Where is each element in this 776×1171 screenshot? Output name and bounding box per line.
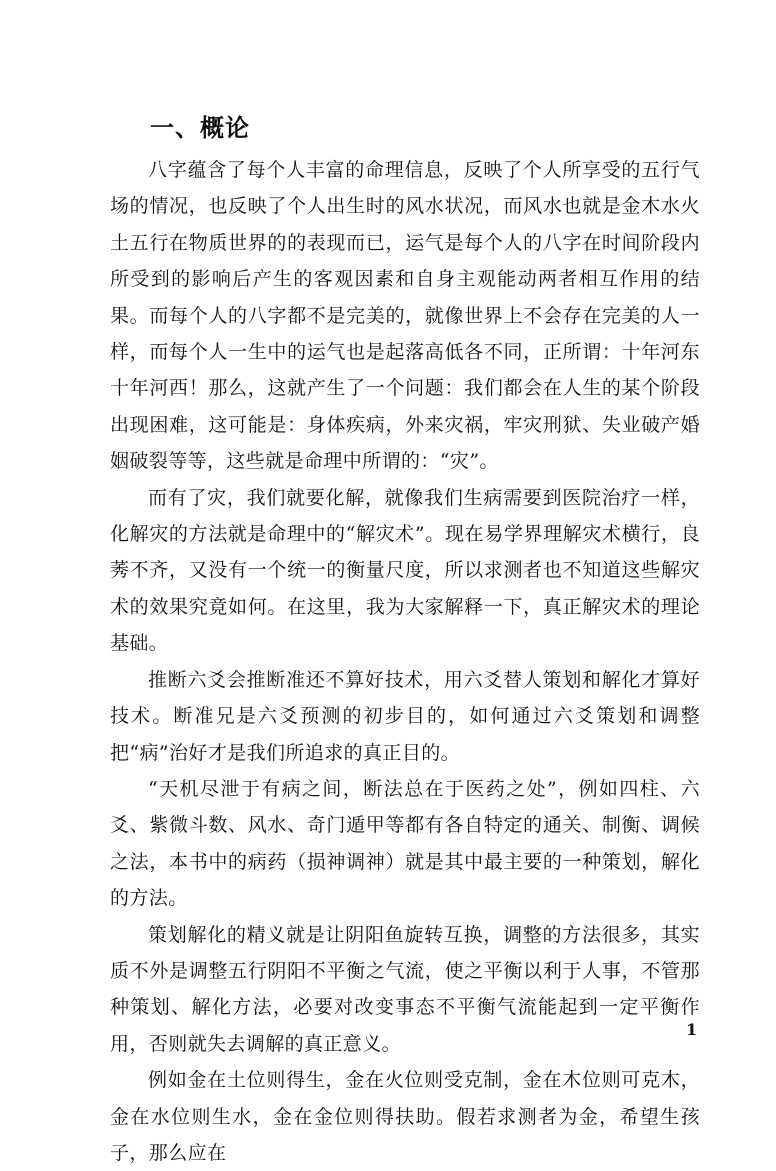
paragraph: “天机尽泄于有病之间，断法总在于医药之处”，例如四柱、六爻、紫微斗数、风水、奇门遁甲等都有各自特定的通关、制衡、调候之法，本书中的病药（损神调神）就是其中最主要的一种策划，解化的方法。: [110, 777, 700, 910]
paragraph: 而有了灾，我们就要化解，就像我们生病需要到医院治疗一样，化解灾的方法就是命理中的“解灾术”。现在易学界理解灾术横行，良莠不齐，又没有一个统一的衡量尺度，所以求测者也不知道这些解灾术的效果究竟如何。在这里，我为大家解释一下，真正解灾术的理论基础。: [110, 486, 700, 655]
paragraph: 策划解化的精义就是让阴阳鱼旋转互换，调整的方法很多，其实质不外是调整五行阴阳不平衡之气流，使之平衡以利于人事，不管那种策划、解化方法，必要对改变事态不平衡气流能起到一定平衡作用，否则就失去调解的真正意义。: [110, 923, 700, 1055]
body-text: [110, 152, 700, 1171]
page-number: 1: [686, 1020, 698, 1039]
paragraph: 八字蕴含了每个人丰富的命理信息，反映了个人所享受的五行气场的情况，也反映了个人出生时的风水状况，而风水也就是金木水火土五行在物质世界的的表现而已，运气是每个人的八字在时间阶段内所受到的影响后产生的客观因素和自身主观能动两者相互作用的结果。而每个人的八字都不是完美的，就像世界上不会存在完美的人一样，而每个人一生中的运气也是起落高低各不同，正所谓：十年河东十年河西！那么，这就产生了一个问题：我们都会在人生的某个阶段出现困难，这可能是：身体疾病，外来灾祸，牢灾刑狱、失业破产婚姻破裂等等，这些就是命理中所谓的：“灾”。: [110, 159, 700, 473]
section-heading: 一、概论: [150, 114, 250, 142]
paragraph: 推断六爻会推断准还不算好技术，用六爻替人策划和解化才算好技术。断准兄是六爻预测的初步目的，如何通过六爻策划和调整把“病”治好才是我们所追求的真正目的。: [110, 668, 700, 764]
paragraph: 例如金在土位则得生，金在火位则受克制，金在木位则可克木，金在水位则生水，金在金位则得扶助。假若求测者为金，希望生孩子，那么应在: [110, 1069, 700, 1164]
